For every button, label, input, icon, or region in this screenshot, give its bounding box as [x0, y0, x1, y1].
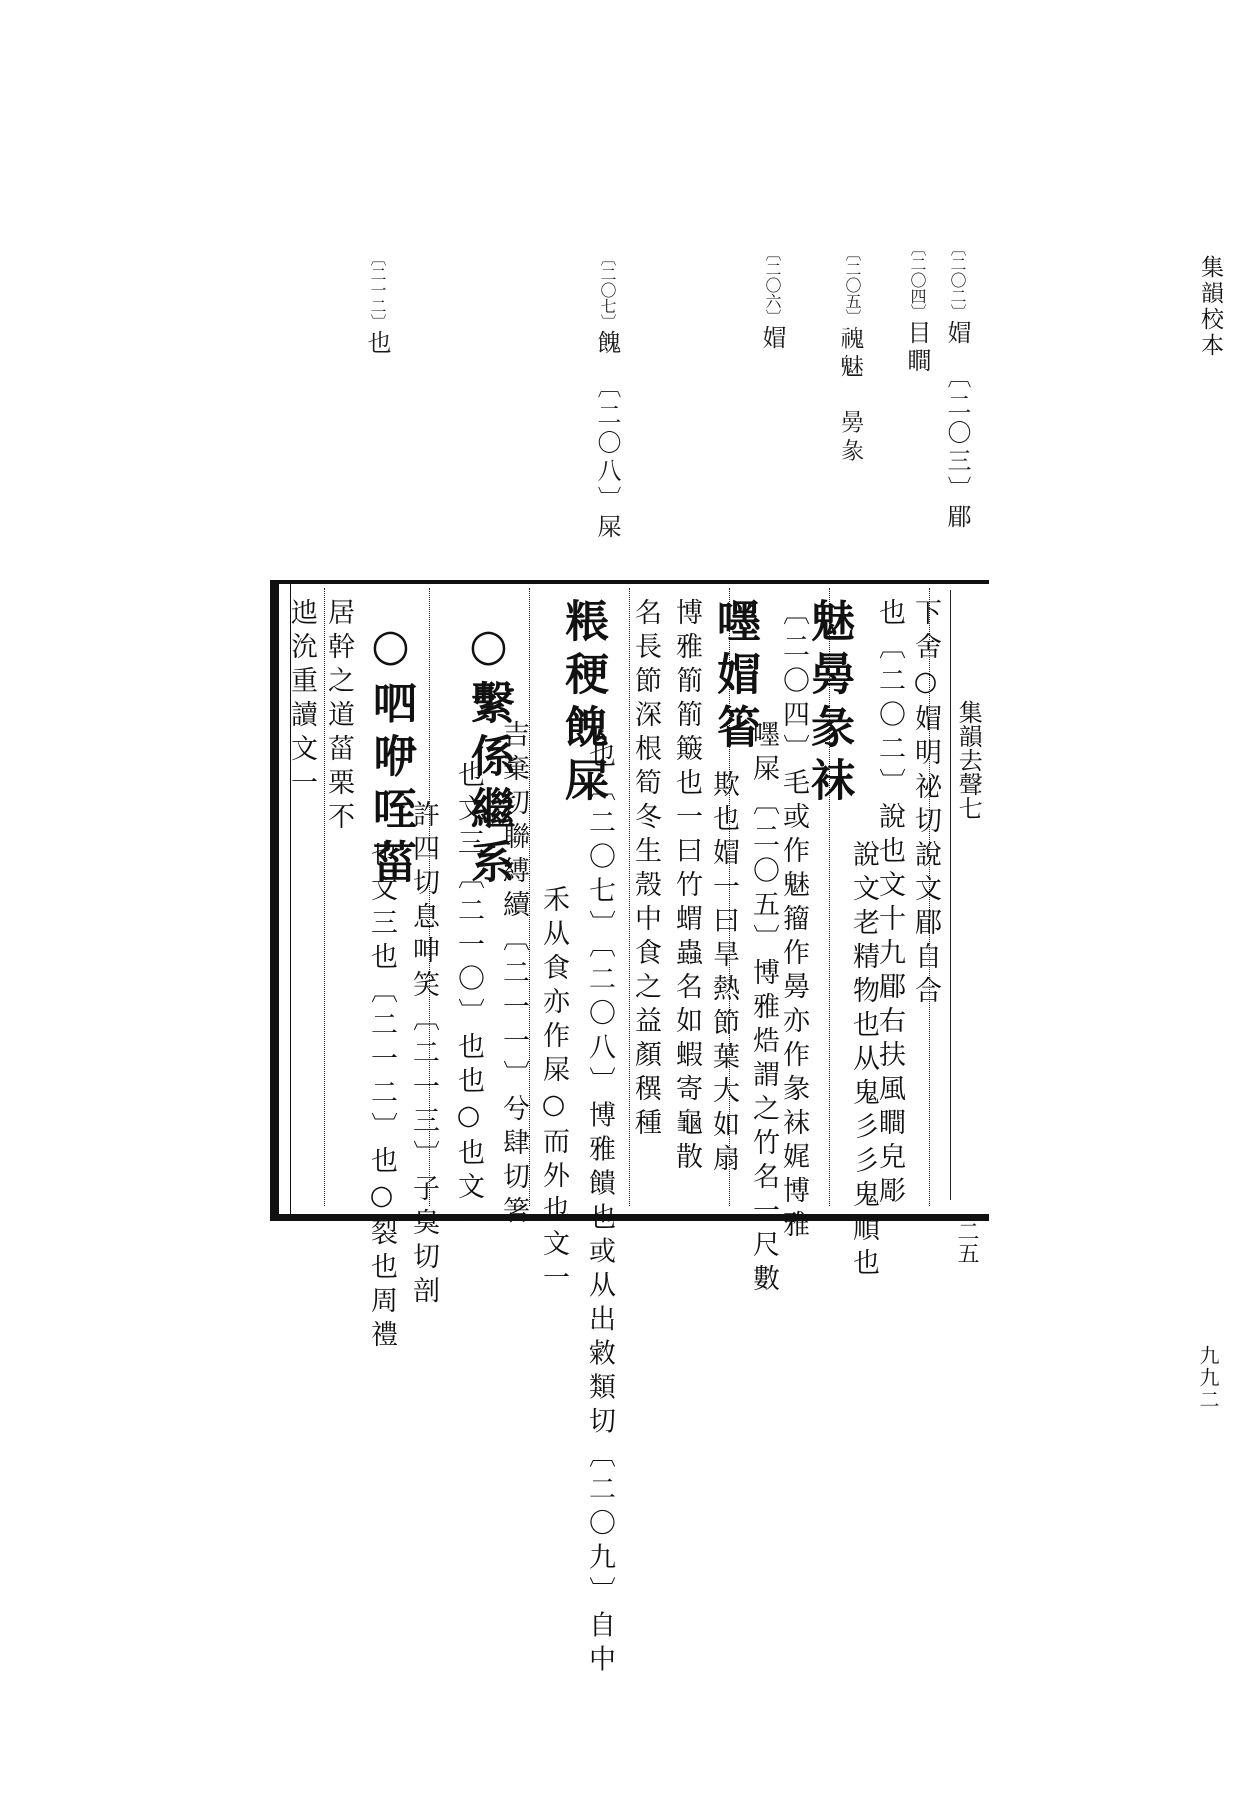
note-tag: 〔二〇六〕	[763, 245, 782, 325]
note-tag: 〔二〇七〕	[598, 250, 617, 330]
center-fold	[950, 590, 983, 1200]
text-column: 名長節深根筍冬生殼中食之益顏穓種	[630, 598, 661, 1142]
text-column: 〔二〇四〕毛或作魅籀作㬅亦作彖袜娓博雅	[778, 598, 809, 1244]
collation-note	[840, 245, 864, 465]
text-column-headwords: ○呬咿咥菑	[365, 620, 416, 892]
note-tag: 〔二〇二〕	[948, 240, 967, 320]
note-text: 目瞷	[903, 320, 931, 376]
text-column: 吉棄切聯縛續〔二一一〕兮肆切箸	[498, 720, 529, 1230]
text-column: 也〔二〇二〕說也文十九郿右扶風瞷皃彫	[874, 598, 905, 1210]
fold-leaf-number: 二五	[954, 1220, 979, 1264]
text-column-headwords: 魅㬅彖袜	[803, 598, 854, 810]
text-column: 許四切息呻笑〔二一三〕子臭切剖	[408, 800, 439, 1310]
note-text: 𩲡魅 㬅彖	[838, 325, 866, 465]
note-tag: 〔二〇四〕	[908, 240, 927, 320]
text-column: 也文三也〔二一二〕也○裂也周禮	[366, 840, 397, 1354]
note-tag: 〔二〇五〕	[843, 245, 862, 325]
text-column: 博雅箾箾簸也一曰竹蝟蟲名如蝦寄龜散	[671, 598, 702, 1176]
text-column: 也文三〔二一〇〕也也○也文一	[453, 760, 484, 1240]
note-text: 餽 〔二〇八〕屎	[593, 330, 621, 542]
collation-note	[945, 240, 969, 532]
text-column: 說文老精物也从鬼彡彡鬼順也	[848, 840, 879, 1282]
note-tag: 〔二一二〕	[368, 250, 387, 330]
running-title: 集韻校本	[1197, 255, 1223, 359]
column-rule	[529, 588, 530, 1206]
text-column: 迆沇重讀文一	[286, 598, 317, 802]
text-column: 禾从食亦作屎○而外也文一	[538, 885, 569, 1297]
text-column: 欺也媢一曰旱熱節葉大如扇	[708, 770, 739, 1178]
fold-title: 集韻去聲七	[954, 700, 983, 820]
collation-note	[905, 240, 929, 376]
note-text: 媢 〔二〇三〕郿	[943, 320, 971, 532]
collation-note	[760, 245, 784, 353]
text-column: 嚜屎〔二〇五〕博雅焅謂之竹名一尺數	[748, 720, 779, 1298]
collation-note	[595, 250, 619, 542]
text-column: 也〔二〇七〕〔二〇八〕博雅饋也或从出敹類切〔二〇九〕自中	[584, 740, 615, 1679]
text-column-headwords: ○繫係繼系	[463, 620, 514, 892]
text-column-headwords: 粻稉餽屎	[557, 598, 608, 810]
note-text: 也	[363, 330, 391, 358]
page-number: 九九二	[1196, 1345, 1220, 1411]
note-text: 媢	[758, 325, 786, 353]
text-column: 居幹之道菑栗不	[323, 598, 354, 836]
text-column: 下舍○媢明祕切說文郿自合	[910, 598, 941, 1010]
text-column-headwords: 嚜媢箵	[709, 598, 760, 757]
collation-note	[365, 250, 389, 358]
